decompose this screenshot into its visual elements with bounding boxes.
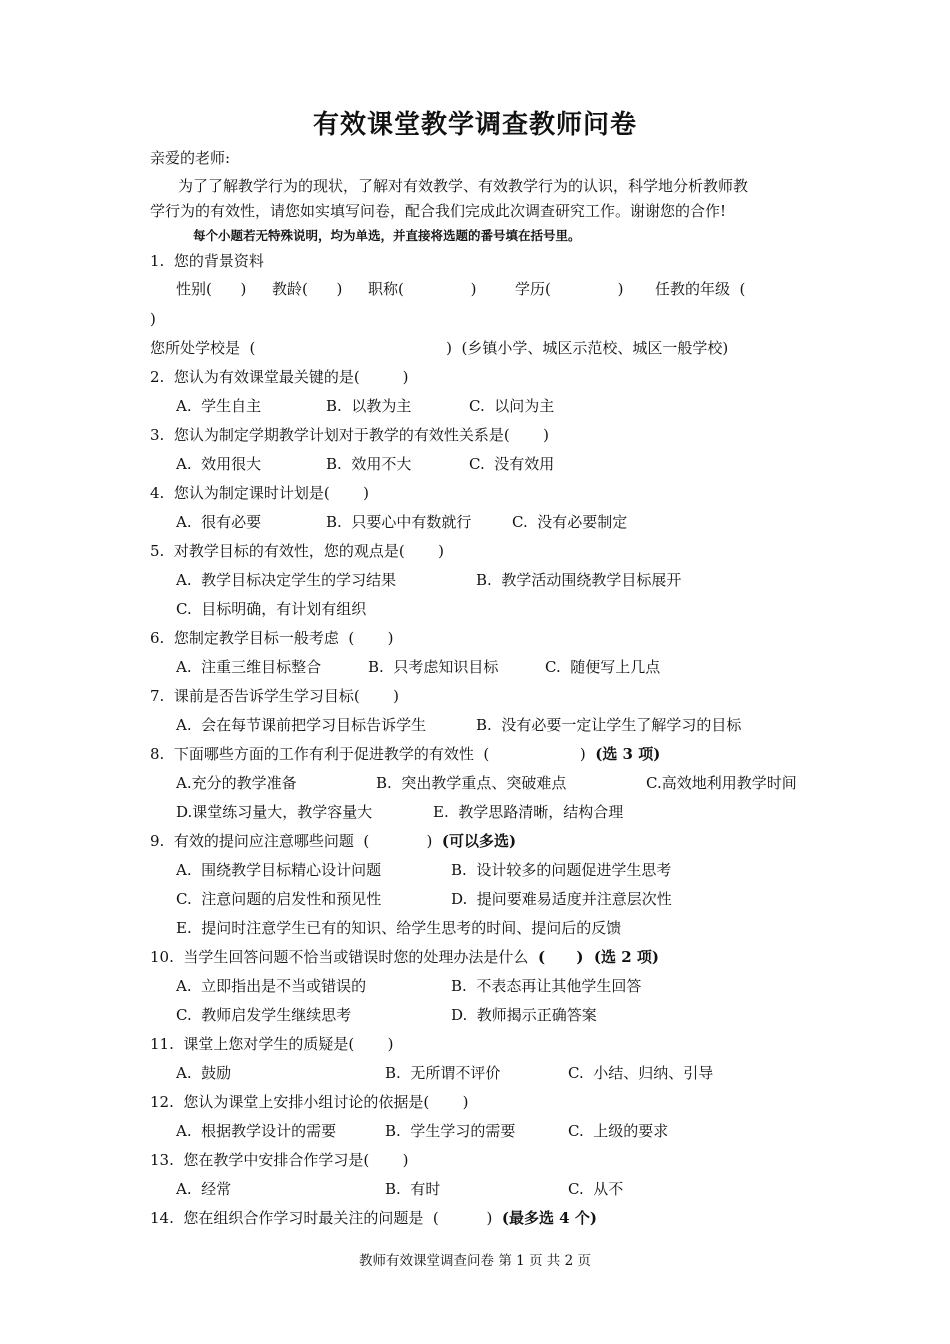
q6-option-a: A. 注重三维目标整合 (176, 658, 322, 676)
q1-label: 1. 您的背景资料 (150, 252, 264, 270)
q1-teaching-years: 教龄( ) (272, 280, 343, 298)
q8-select-note: (选 3 项) (595, 745, 661, 763)
q4-label: 4. 您认为制定课时计划是( ) (150, 484, 369, 502)
q9-label: 9. 有效的提问应注意哪些问题 ( ) (可以多选) (150, 832, 517, 850)
q4-option-c: C. 没有必要制定 (512, 513, 628, 531)
q1-education: 学历( ) (515, 280, 624, 298)
q9-option-d: D. 提问要难易适度并注意层次性 (451, 890, 672, 908)
q12-option-c: C. 上级的要求 (568, 1122, 669, 1140)
q5-option-a: A. 教学目标决定学生的学习结果 (176, 571, 397, 589)
q7-option-a: A. 会在每节课前把学习目标告诉学生 (176, 716, 427, 734)
q13-label: 13. 您在教学中安排合作学习是( ) (150, 1151, 409, 1169)
q6-option-c: C. 随便写上几点 (545, 658, 661, 676)
page-footer: 教师有效课堂调查问卷 第 1 页 共 2 页 (359, 1253, 591, 1269)
page-title: 有效课堂教学调查教师问卷 (312, 110, 637, 140)
instruction-note: 每个小题若无特殊说明，均为单选，并直接将选题的番号填在括号里。 (193, 228, 581, 243)
q1-title-rank: 职称( ) (368, 280, 477, 298)
q8-option-b: B. 突出教学重点、突破难点 (376, 774, 567, 792)
q11-option-b: B. 无所谓不评价 (385, 1064, 501, 1082)
q1-grade-close: ) (150, 310, 156, 328)
q11-label: 11. 课堂上您对学生的质疑是( ) (150, 1035, 394, 1053)
q3-option-b: B. 效用不大 (326, 455, 412, 473)
q13-option-a: A. 经常 (176, 1180, 232, 1198)
q11-option-c: C. 小结、归纳、引导 (568, 1064, 714, 1082)
q6-label: 6. 您制定教学目标一般考虑 ( ) (150, 629, 394, 647)
q11-option-a: A. 鼓励 (176, 1064, 232, 1082)
q12-option-b: B. 学生学习的需要 (385, 1122, 516, 1140)
q12-option-a: A. 根据教学设计的需要 (176, 1122, 337, 1140)
q10-label: 10. 当学生回答问题不恰当或错误时您的处理办法是什么 ( ) (选 2 项) (150, 948, 659, 966)
q9-option-c: C. 注意问题的启发性和预见性 (176, 890, 382, 908)
q2-option-a: A. 学生自主 (176, 397, 262, 415)
q9-option-e: E. 提问时注意学生已有的知识、给学生思考的时间、提问后的反馈 (176, 919, 622, 937)
q8-label: 8. 下面哪些方面的工作有利于促进教学的有效性 ( ) (选 3 项) (150, 745, 661, 763)
q10-option-b: B. 不表态再让其他学生回答 (451, 977, 642, 995)
q13-option-b: B. 有时 (385, 1180, 441, 1198)
q8-option-e: E. 教学思路清晰，结构合理 (433, 803, 624, 821)
q3-option-c: C. 没有效用 (469, 455, 555, 473)
intro-line-1: 为了了解教学行为的现状，了解对有效教学、有效教学行为的认识，科学地分析教师教 (178, 177, 749, 195)
q5-label: 5. 对教学目标的有效性，您的观点是( ) (150, 542, 444, 560)
q12-label: 12. 您认为课堂上安排小组讨论的依据是( ) (150, 1093, 469, 1111)
greeting: 亲爱的老师: (150, 149, 231, 167)
q13-option-c: C. 从不 (568, 1180, 624, 1198)
q1-grade: 任教的年级 ( (655, 280, 746, 298)
q2-label: 2. 您认为有效课堂最关键的是( ) (150, 368, 409, 386)
q3-option-a: A. 效用很大 (176, 455, 262, 473)
q5-option-c: C. 目标明确，有计划有组织 (176, 600, 367, 618)
q14-select-note: (最多选 4 个) (501, 1209, 597, 1227)
q14-label: 14. 您在组织合作学习时最关注的问题是 ( ) (最多选 4 个) (150, 1209, 597, 1227)
q8-option-d: D.课堂练习量大，教学容量大 (176, 803, 373, 821)
intro-line-2: 学行为的有效性，请您如实填写问卷，配合我们完成此次调查研究工作。谢谢您的合作! (150, 202, 727, 220)
q1-school: 您所处学校是 ( ) (乡镇小学、城区示范校、城区一般学校) (150, 339, 729, 357)
q1-gender: 性别( ) (176, 280, 247, 298)
q3-label: 3. 您认为制定学期教学计划对于教学的有效性关系是( ) (150, 426, 549, 444)
q7-option-b: B. 没有必要一定让学生了解学习的目标 (476, 716, 742, 734)
q9-option-b: B. 设计较多的问题促进学生思考 (451, 861, 672, 879)
q8-option-a: A.充分的教学准备 (176, 774, 297, 792)
q6-option-b: B. 只考虑知识目标 (368, 658, 499, 676)
q9-select-note: (可以多选) (441, 832, 517, 850)
q4-option-b: B. 只要心中有数就行 (326, 513, 472, 531)
q2-option-b: B. 以教为主 (326, 397, 412, 415)
q10-option-c: C. 教师启发学生继续思考 (176, 1006, 352, 1024)
q7-label: 7. 课前是否告诉学生学习目标( ) (150, 687, 399, 705)
q8-option-c: C.高效地利用教学时间 (646, 774, 797, 792)
q4-option-a: A. 很有必要 (176, 513, 262, 531)
q10-option-a: A. 立即指出是不当或错误的 (176, 977, 367, 995)
q10-select-note: ( ) (选 2 项) (537, 948, 659, 966)
q5-option-b: B. 教学活动围绕教学目标展开 (476, 571, 682, 589)
q9-option-a: A. 围绕教学目标精心设计问题 (176, 861, 382, 879)
q10-option-d: D. 教师揭示正确答案 (451, 1006, 597, 1024)
q2-option-c: C. 以问为主 (469, 397, 555, 415)
